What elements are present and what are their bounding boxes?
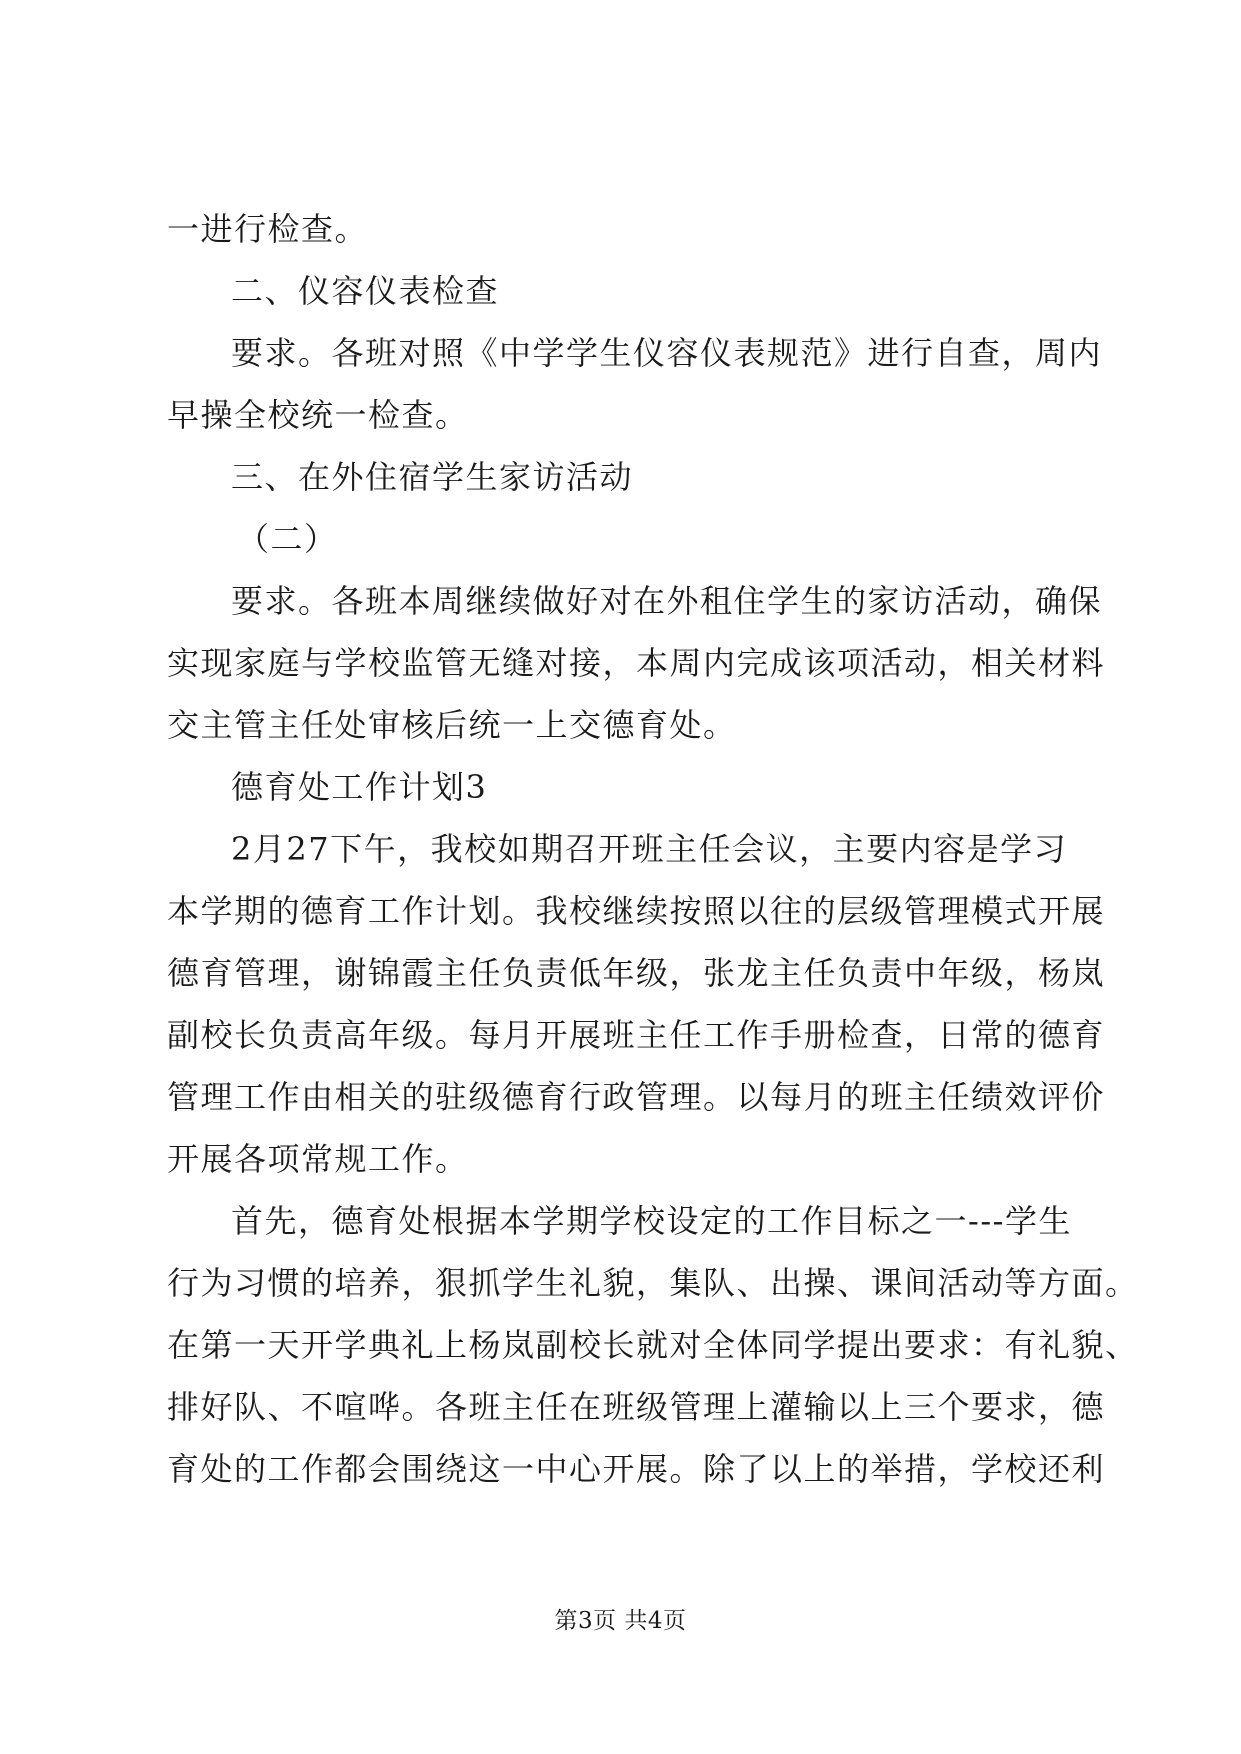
text-line: 交主管主任处审核后统一上交德育处。	[167, 706, 737, 744]
text-line: 开展各项常规工作。	[167, 1140, 469, 1178]
plan-title: 德育处工作计划3	[231, 768, 488, 806]
section-heading: 二、仪容仪表检查	[231, 272, 500, 310]
text-line: 德育管理，谢锦霞主任负责低年级，张龙主任负责中年级，杨岚	[167, 954, 1106, 992]
section-heading: 三、在外住宿学生家访活动	[231, 458, 634, 496]
paragraph-line: 要求。各班对照《中学学生仪容仪表规范》进行自查，周内	[231, 334, 1103, 372]
text-line: 排好队、不喧哗。各班主任在班级管理上灌输以上三个要求，德	[167, 1388, 1106, 1426]
text-line: 本学期的德育工作计划。我校继续按照以往的层级管理模式开展	[167, 892, 1106, 930]
text-line: 副校长负责高年级。每月开展班主任工作手册检查，日常的德育	[167, 1016, 1106, 1054]
text-line: 早操全校统一检查。	[167, 396, 469, 434]
text-line: 管理工作由相关的驻级德育行政管理。以每月的班主任绩效评价	[167, 1078, 1106, 1116]
sub-section-marker: （二）	[237, 520, 338, 558]
page-number: 第3页 共4页	[554, 1608, 687, 1634]
text-line: 行为习惯的培养，狠抓学生礼貌，集队、出操、课间活动等方面。	[167, 1264, 1139, 1302]
text-line: 育处的工作都会围绕这一中心开展。除了以上的举措，学校还利	[167, 1450, 1106, 1488]
paragraph-line: 要求。各班本周继续做好对在外租住学生的家访活动，确保	[231, 582, 1103, 620]
text-line: 在第一天开学典礼上杨岚副校长就对全体同学提出要求：有礼貌、	[167, 1326, 1139, 1364]
paragraph-line: 2月27下午，我校如期召开班主任会议，主要内容是学习	[231, 830, 1068, 868]
page-footer	[0, 1606, 1241, 1636]
document-body	[167, 198, 1139, 1500]
paragraph-line: 首先，德育处根据本学期学校设定的工作目标之一---学生	[231, 1202, 1072, 1240]
text-line: 一进行检查。	[167, 210, 369, 248]
text-line: 实现家庭与学校监管无缝对接，本周内完成该项活动，相关材料	[167, 644, 1106, 682]
